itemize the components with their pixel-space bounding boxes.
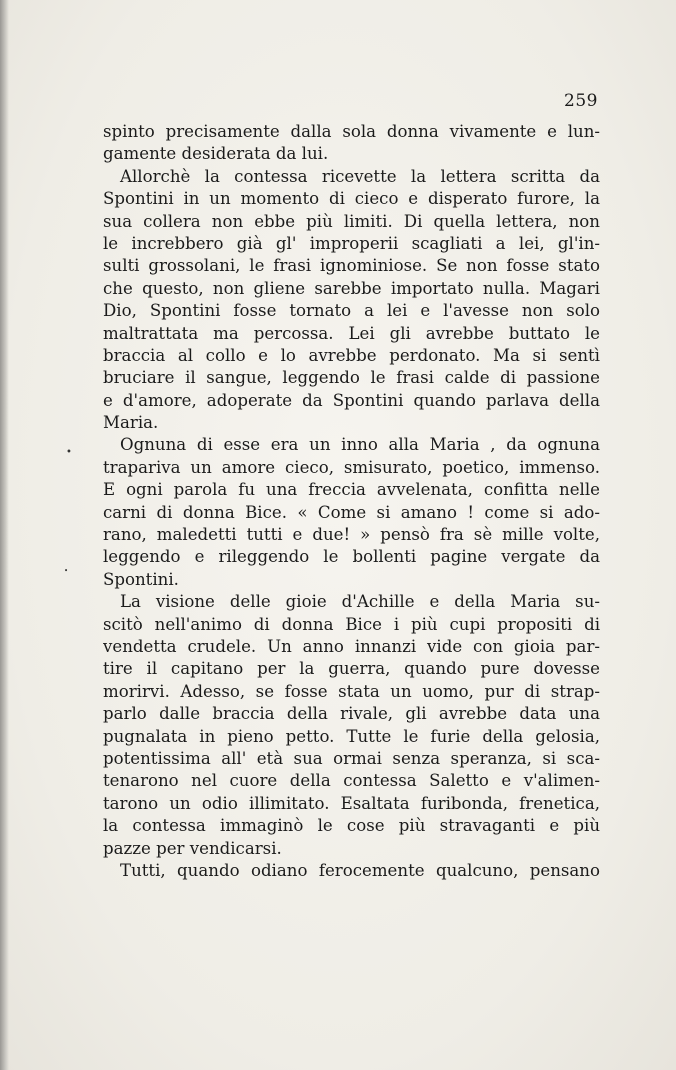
text-line: braccia al collo e lo avrebbe perdonato. Ma si sentì xyxy=(103,345,600,365)
text-line: tarono un odio illimitato. Esaltata furibonda, frenetica, xyxy=(103,793,600,813)
text-line: Maria. xyxy=(103,413,159,433)
text-line: maltrattata ma percossa. Lei gli avrebbe buttato le xyxy=(103,323,600,343)
text-line: sua collera non ebbe più limiti. Di quella lettera, non xyxy=(103,211,600,231)
page-binding-edge xyxy=(0,0,9,1070)
margin-mark: • xyxy=(64,567,69,575)
text-line: parlo dalle braccia della rivale, gli avrebbe data una xyxy=(103,704,600,724)
text-line: bruciare il sangue, leggendo le frasi calde di passione xyxy=(103,368,600,388)
text-line: le increbbero già gl' improperii scagliati a lei, gl'in- xyxy=(103,233,600,253)
text-line: potentissima all' età sua ormai senza speranza, si sca- xyxy=(103,748,600,768)
text-line: Tutti, quando odiano ferocemente qualcuno, pensano xyxy=(120,860,600,880)
text-line: spinto precisamente dalla sola donna vivamente e lun- xyxy=(103,122,600,141)
text-line: Spontini. xyxy=(103,569,179,589)
text-line: La visione delle gioie d'Achille e della Maria su- xyxy=(120,592,600,612)
text-line: vendetta crudele. Un anno innanzi vide con gioia par- xyxy=(103,636,600,656)
text-line: tenarono nel cuore della contessa Saletto e v'alimen- xyxy=(103,771,600,791)
text-line: sulti grossolani, le frasi ignominiose. Se non fosse stato xyxy=(103,256,600,276)
text-line: E ogni parola fu una freccia avvelenata, confitta nelle xyxy=(103,480,600,500)
text-line: carni di donna Bice. « Come si amano ! come si ado- xyxy=(103,502,600,522)
text-line: scitò nell'animo di donna Bice i più cupi propositi di xyxy=(103,614,600,634)
text-line: Ognuna di esse era un inno alla Maria , da ognuna xyxy=(120,435,600,455)
text-line: morirvi. Adesso, se fosse stata un uomo, pur di strap- xyxy=(103,681,600,701)
text-line: Spontini in un momento di cieco e disperato furore, la xyxy=(103,189,600,209)
margin-mark: • xyxy=(66,447,72,458)
text-line: che questo, non gliene sarebbe importato nulla. Magari xyxy=(103,278,600,298)
text-line: gamente desiderata da lui. xyxy=(103,144,329,164)
text-line: tire il capitano per la guerra, quando pure dovesse xyxy=(103,659,600,679)
text-line: Allorchè la contessa ricevette la lettera scritta da xyxy=(120,166,600,186)
text-line: leggendo e rileggendo le bollenti pagine vergate da xyxy=(103,547,600,567)
text-line: rano, maledetti tutti e due! » pensò fra sè mille volte, xyxy=(103,525,600,545)
text-line: pazze per vendicarsi. xyxy=(103,838,282,858)
body-text xyxy=(103,121,600,882)
text-line: la contessa immaginò le cose più stravaganti e più xyxy=(103,816,600,836)
page-number: 259 xyxy=(564,91,598,111)
text-line: Dio, Spontini fosse tornato a lei e l'avesse non solo xyxy=(103,301,600,321)
text-line: pugnalata in pieno petto. Tutte le furie della gelosia, xyxy=(103,726,600,746)
text-line: trapariva un amore cieco, smisurato, poetico, immenso. xyxy=(103,457,600,477)
text-line: e d'amore, adoperate da Spontini quando parlava della xyxy=(103,390,600,410)
